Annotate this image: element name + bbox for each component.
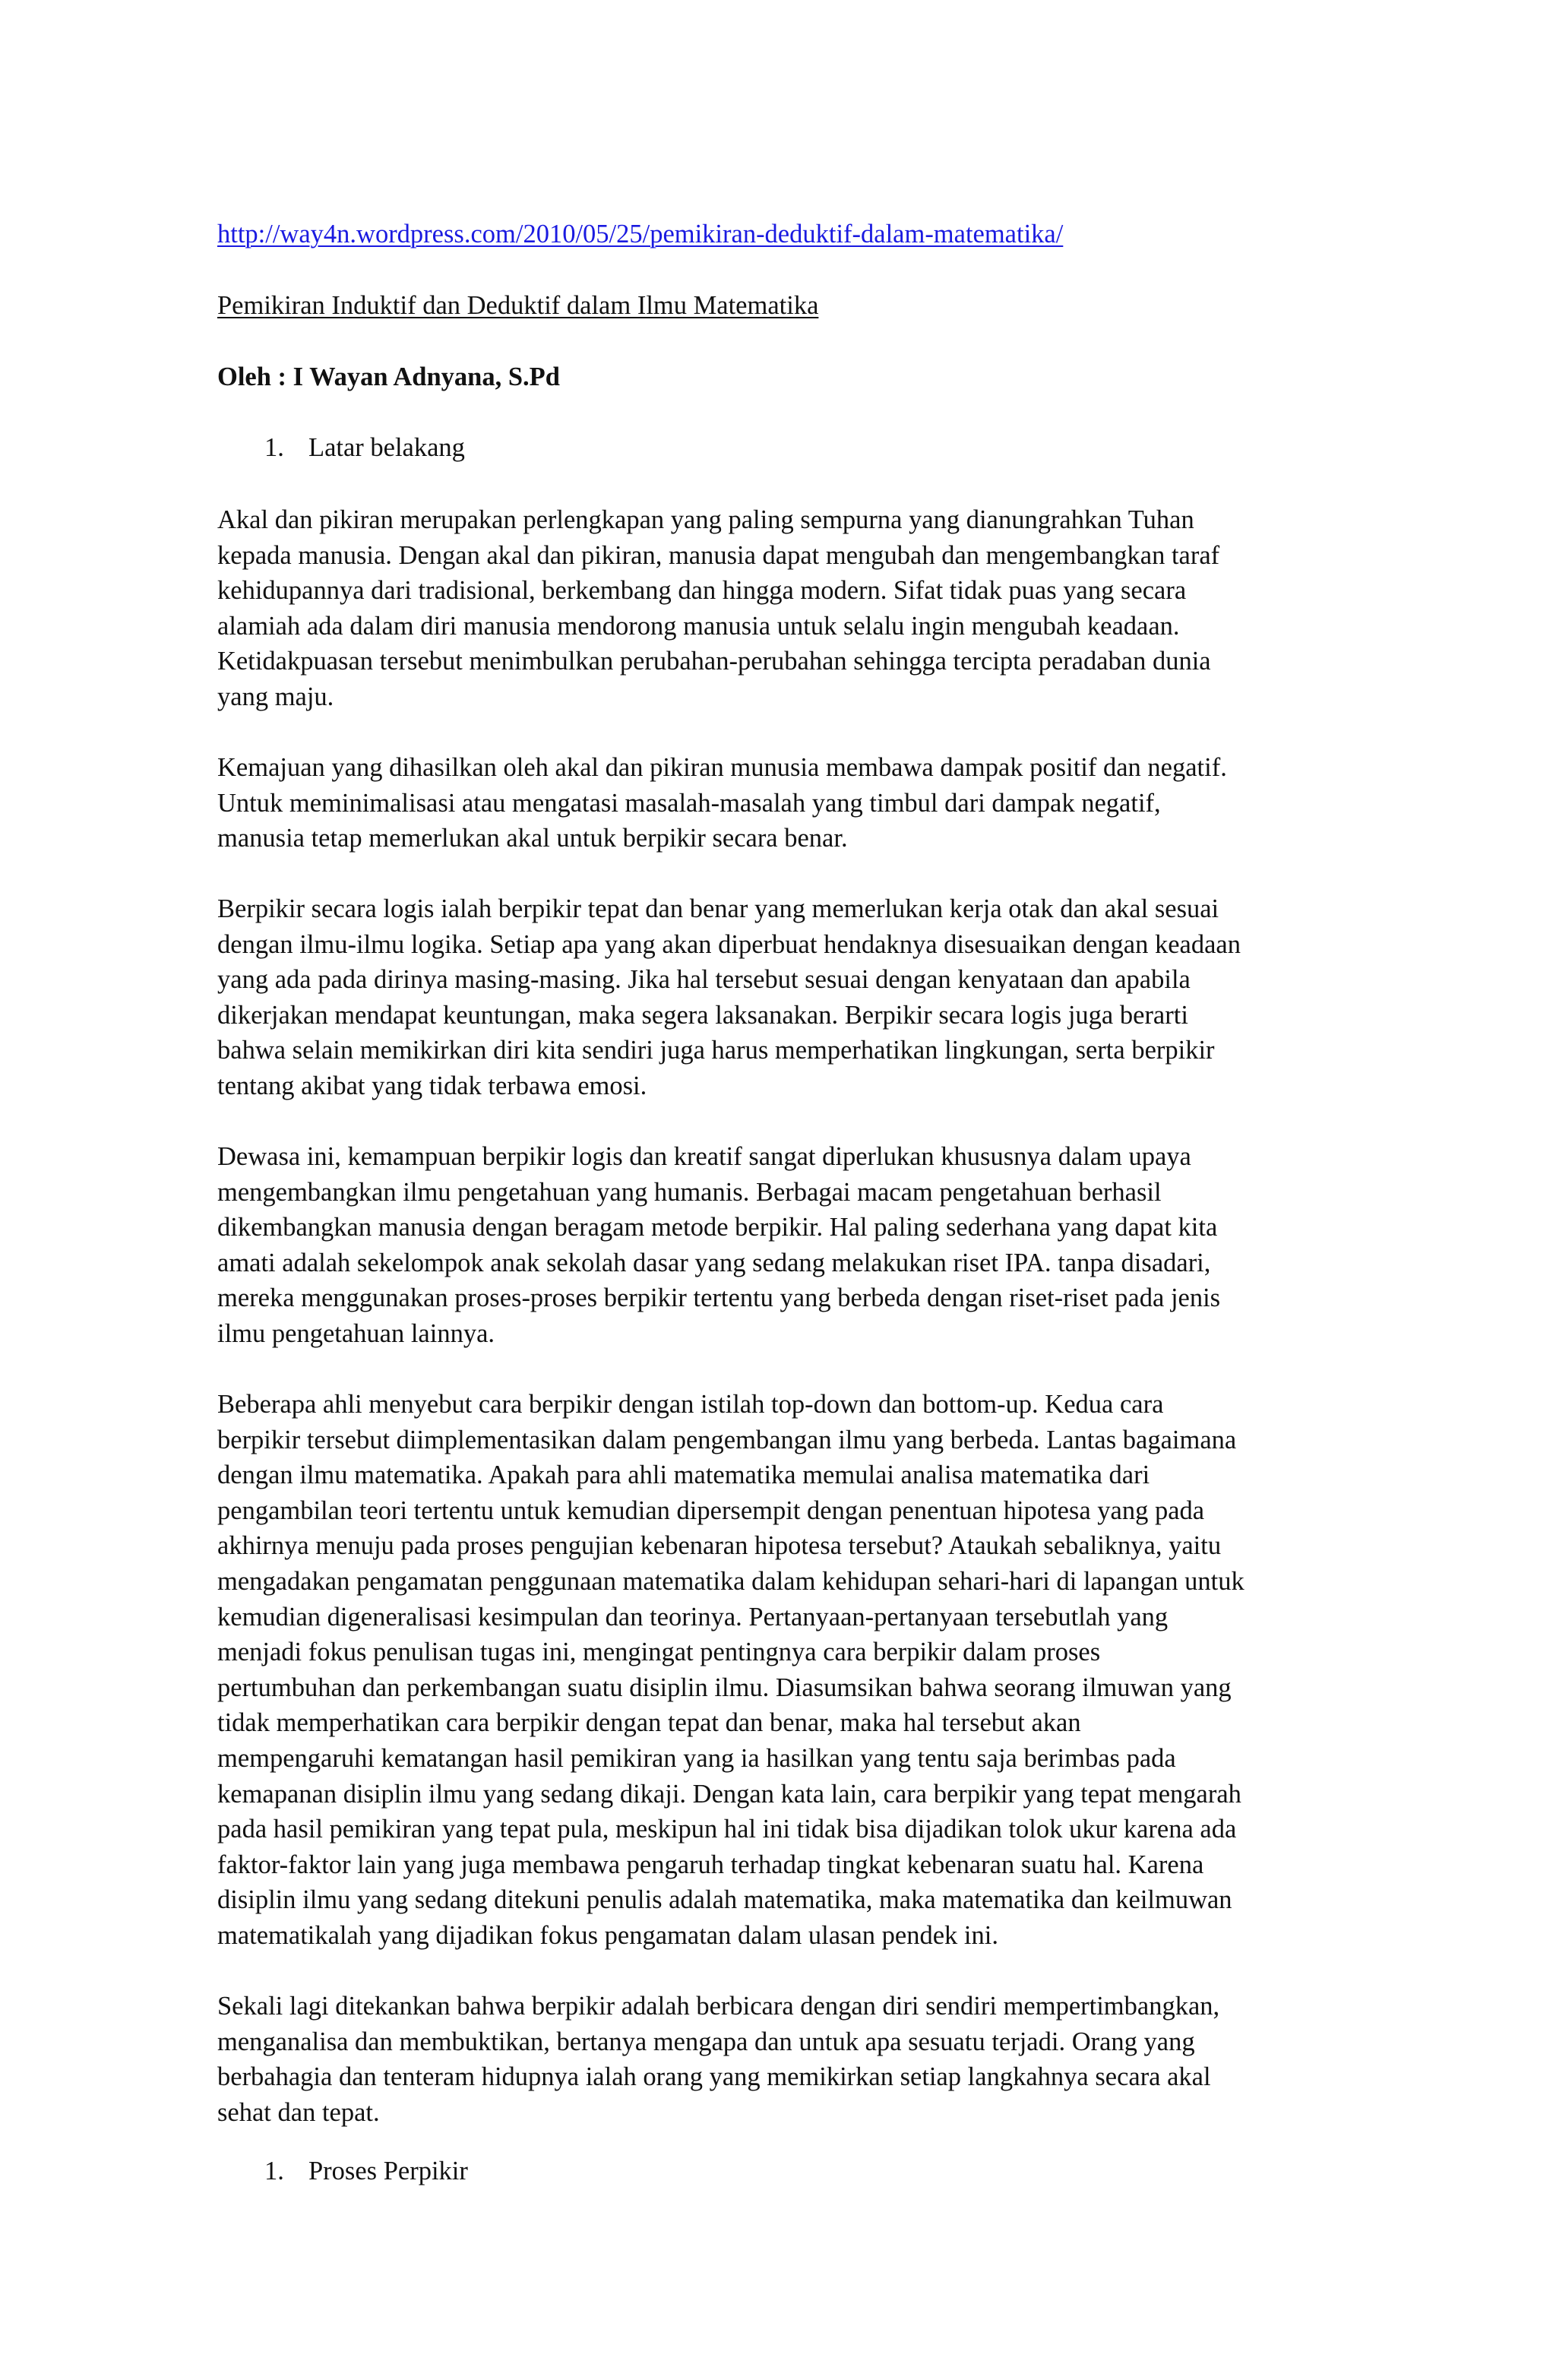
paragraph-line: pertumbuhan dan perkembangan suatu disiplin ilmu. Diasumsikan bahwa seorang ilmuwan yang	[217, 1673, 1232, 1702]
paragraph-line: Dewasa ini, kemampuan berpikir logis dan kreatif sangat diperlukan khususnya dalam upaya	[217, 1142, 1191, 1171]
section-heading-latar-belakang	[264, 432, 465, 464]
paragraph-2	[217, 750, 1433, 856]
paragraph-line: mengadakan pengamatan penggunaan matematika dalam kehidupan sehari-hari di lapangan untuk	[217, 1566, 1244, 1596]
paragraph-line: ilmu pengetahuan lainnya.	[217, 1318, 495, 1348]
paragraph-line: disiplin ilmu yang sedang ditekuni penulis adalah matematika, maka matematika dan keilmuwan	[217, 1885, 1232, 1915]
paragraph-line: mempengaruhi kematangan hasil pemikiran yang ia hasilkan yang tentu saja berimbas pada	[217, 1743, 1176, 1773]
paragraph-line: kehidupannya dari tradisional, berkembang dan hingga modern. Sifat tidak puas yang secara	[217, 576, 1187, 606]
paragraph-line: mengembangkan ilmu pengetahuan yang humanis. Berbagai macam pengetahuan berhasil	[217, 1177, 1162, 1207]
paragraph-line: faktor-faktor lain yang juga membawa pengaruh terhadap tingkat kebenaran suatu hal. Karena	[217, 1850, 1204, 1879]
paragraph-line: yang maju.	[217, 682, 334, 711]
paragraph-line: Ketidakpuasan tersebut menimbulkan perubahan-perubahan sehingga tercipta peradaban dunia	[217, 647, 1211, 676]
paragraph-line: Untuk meminimalisasi atau mengatasi masalah-masalah yang timbul dari dampak negatif,	[217, 788, 1161, 818]
paragraph-6	[217, 1989, 1433, 2130]
paragraph-line: pada hasil pemikiran yang tepat pula, meskipun hal ini tidak bisa dijadikan tolok ukur karena ada	[217, 1815, 1237, 1844]
section-number: 1.	[264, 433, 284, 462]
paragraph-line: yang ada pada dirinya masing-masing. Jika hal tersebut sesuai dengan kenyataan dan apabila	[217, 965, 1191, 995]
article-title-text: Pemikiran Induktif dan Deduktif dalam Ilmu Matematika	[217, 291, 819, 320]
paragraph-line: mereka menggunakan proses-proses berpikir tertentu yang berbeda dengan riset-riset pada jenis	[217, 1283, 1221, 1313]
paragraph-line: Kemajuan yang dihasilkan oleh akal dan pikiran munusia membawa dampak positif dan negatif.	[217, 753, 1227, 782]
paragraph-line: kemudian digeneralisasi kesimpulan dan teorinya. Pertanyaan-pertanyaan tersebutlah yang	[217, 1602, 1169, 1632]
paragraph-line: sehat dan tepat.	[217, 2097, 380, 2127]
paragraph-line: matematikalah yang dijadikan fokus pengamatan dalam ulasan pendek ini.	[217, 1920, 998, 1950]
paragraph-line: tentang akibat yang tidak terbawa emosi.	[217, 1071, 647, 1100]
paragraph-line: berpikir tersebut diimplementasikan dalam pengembangan ilmu yang berbeda. Lantas bagaimana	[217, 1425, 1237, 1454]
paragraph-line: manusia tetap memerlukan akal untuk berpikir secara benar.	[217, 824, 848, 853]
paragraph-line: alamiah ada dalam diri manusia mendorong manusia untuk selalu ingin mengubah keadaan.	[217, 611, 1180, 641]
paragraph-line: berbahagia dan tenteram hidupnya ialah orang yang memikirkan setiap langkahnya secara akal	[217, 2062, 1211, 2092]
paragraph-line: pengambilan teori tertentu untuk kemudian dipersempit dengan penentuan hipotesa yang pada	[217, 1495, 1205, 1525]
paragraph-line: kepada manusia. Dengan akal dan pikiran, manusia dapat mengubah dan mengembangkan taraf	[217, 540, 1220, 570]
paragraph-line: tidak memperhatikan cara berpikir dengan tepat dan benar, maka hal tersebut akan	[217, 1708, 1081, 1738]
paragraph-3	[217, 891, 1433, 1104]
section-heading-text: Proses Perpikir	[308, 2157, 468, 2185]
paragraph-line: dengan ilmu matematika. Apakah para ahli matematika memulai analisa matematika dari	[217, 1461, 1150, 1490]
paragraph-line: Sekali lagi ditekankan bahwa berpikir adalah berbicara dengan diri sendiri mempertimbangkan,	[217, 1992, 1220, 2021]
paragraph-4	[217, 1139, 1433, 1352]
paragraph-line: Beberapa ahli menyebut cara berpikir dengan istilah top-down dan bottom-up. Kedua cara	[217, 1390, 1164, 1419]
article-title	[217, 290, 1433, 321]
paragraph-line: kemapanan disiplin ilmu yang sedang dikaji. Dengan kata lain, cara berpikir yang tepat mengarah	[217, 1779, 1241, 1809]
article-author: Oleh : I Wayan Adnyana, S.Pd	[217, 362, 560, 391]
paragraph-line: dikerjakan mendapat keuntungan, maka segera laksanakan. Berpikir secara logis juga berarti	[217, 1000, 1188, 1030]
source-url-link[interactable]: http://way4n.wordpress.com/2010/05/25/pemikiran-deduktif-dalam-matematika/	[217, 220, 1064, 248]
paragraph-line: Akal dan pikiran merupakan perlengkapan yang paling sempurna yang dianungrahkan Tuhan	[217, 505, 1194, 534]
paragraph-line: menjadi fokus penulisan tugas ini, mengingat pentingnya cara berpikir dalam proses	[217, 1638, 1101, 1667]
paragraph-line: amati adalah sekelompok anak sekolah dasar yang sedang melakukan riset IPA. tanpa disadari,	[217, 1248, 1211, 1277]
paragraph-1	[217, 502, 1433, 715]
paragraph-line: dikembangkan manusia dengan beragam metode berpikir. Hal paling sederhana yang dapat kita	[217, 1213, 1218, 1242]
section-heading-text: Latar belakang	[308, 433, 465, 462]
section-heading-proses-perpikir	[264, 2155, 468, 2187]
paragraph-line: Berpikir secara logis ialah berpikir tepat dan benar yang memerlukan kerja otak dan akal sesuai	[217, 894, 1219, 923]
paragraph-5	[217, 1387, 1433, 1954]
paragraph-line: akhirnya menuju pada proses pengujian kebenaran hipotesa tersebut? Ataukah sebaliknya, yaitu	[217, 1531, 1222, 1561]
paragraph-line: bahwa selain memikirkan diri kita sendiri juga harus memperhatikan lingkungan, serta berpikir	[217, 1036, 1215, 1065]
section-number: 1.	[264, 2157, 284, 2185]
paragraph-line: dengan ilmu-ilmu logika. Setiap apa yang akan diperbuat hendaknya disesuaikan dengan keadaan	[217, 929, 1241, 959]
source-url-line	[217, 218, 1433, 250]
paragraph-line: menganalisa dan membuktikan, bertanya mengapa dan untuk apa sesuatu terjadi. Orang yang	[217, 2027, 1195, 2056]
